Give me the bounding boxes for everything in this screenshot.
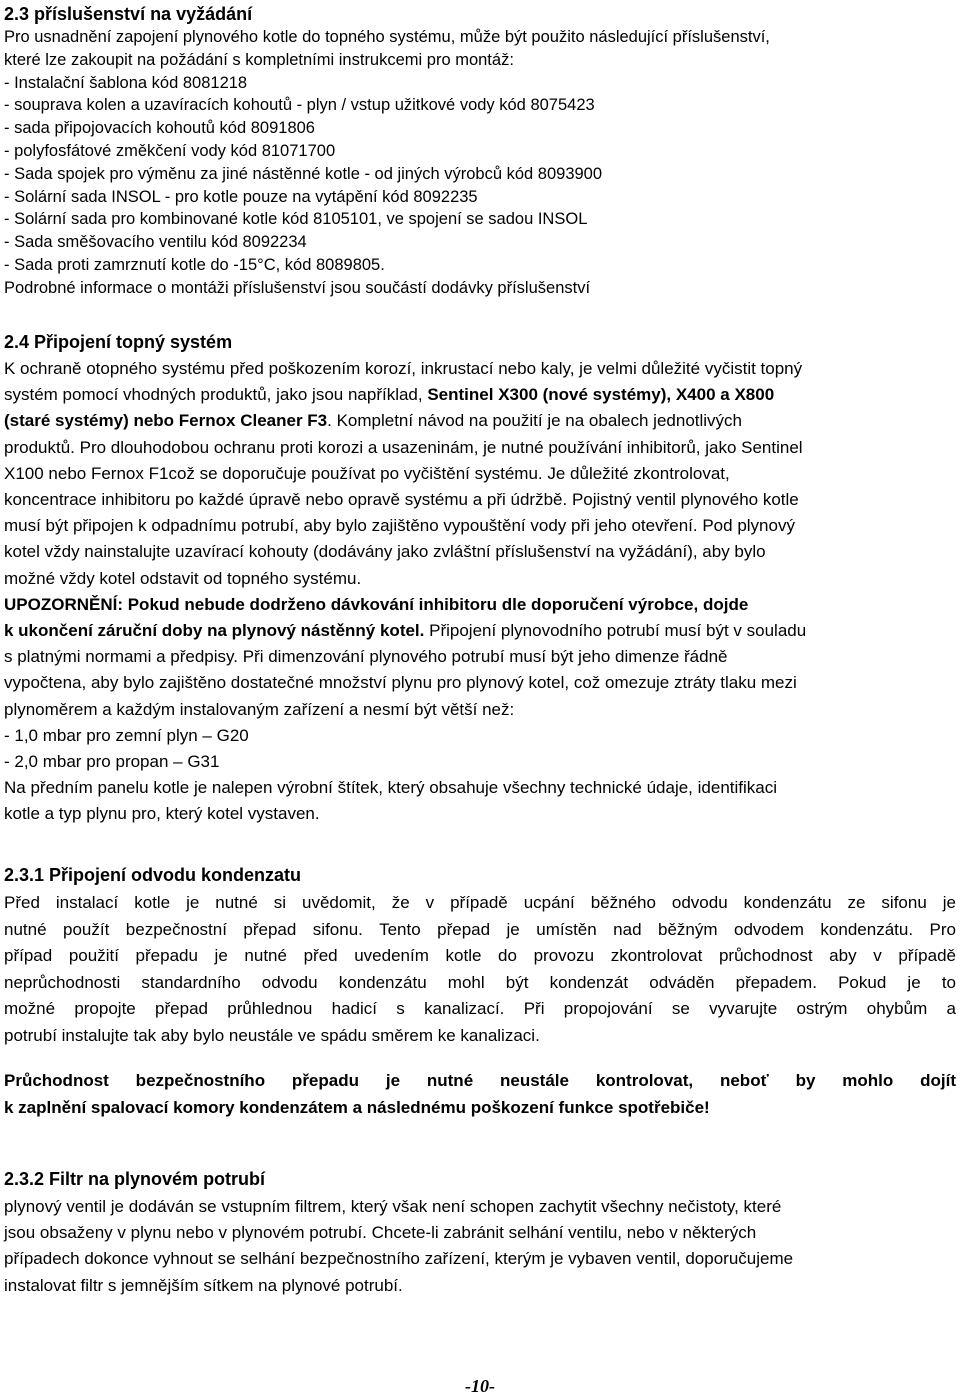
product-names: Sentinel X300 (nové systémy), X400 a X800 bbox=[427, 385, 775, 405]
text-line: s platnými normami a předpisy. Při dimenzování plynového potrubí musí být jeho dimenze řádně bbox=[4, 647, 728, 667]
text-line: Podrobné informace o montáži příslušenství jsou součástí dodávky příslušenství bbox=[4, 278, 591, 297]
text-line: jsou obsaženy v plynu nebo v plynovém potrubí. Chcete-li zabránit selhání ventilu, nebo v některých bbox=[4, 1223, 757, 1243]
list-item: - sada připojovacích kohoutů kód 8091806 bbox=[4, 119, 315, 138]
text-line: kotle a typ plynu pro, který kotel vystaven. bbox=[4, 804, 320, 824]
warning-text: k ukončení záruční doby na plynový nástěnný kotel. bbox=[4, 621, 425, 641]
list-item: - Solární sada pro kombinované kotle kód 8105101, ve spojení se sadou INSOL bbox=[4, 210, 588, 229]
text-span: systém pomocí vhodných produktů, jako jsou například, bbox=[4, 385, 428, 405]
text-line: koncentrace inhibitoru po každé úpravě nebo opravě systému a při údržbě. Pojistný ventil plynového kotle bbox=[4, 490, 799, 510]
list-item: - souprava kolen a uzavíracích kohoutů - plyn / vstup užitkové vody kód 8075423 bbox=[4, 96, 595, 115]
text-span: Připojení plynovodního potrubí musí být v souladu bbox=[424, 621, 807, 641]
list-item: - polyfosfátové změkčení vody kód 81071700 bbox=[4, 141, 336, 160]
text-line: neprůchodnosti standardního odvodu kondenzátu mohl být kondenzát odváděn přepadem. Pokud je to bbox=[4, 972, 956, 992]
section-heading: 2.3.2 Filtr na plynovém potrubí bbox=[4, 1169, 266, 1189]
warning-text: k zaplnění spalovací komory kondenzátem a následnému poškození funkce spotřebiče! bbox=[4, 1097, 710, 1117]
text-line: potrubí instalujte tak aby bylo neustále ve spádu směrem ke kanalizaci. bbox=[4, 1025, 540, 1045]
list-item: - Solární sada INSOL - pro kotle pouze na vytápění kód 8092235 bbox=[4, 187, 478, 206]
warning-text: UPOZORNĚNÍ: Pokud nebude dodrženo dávkování inhibitoru dle doporučení výrobce, dojde bbox=[4, 594, 749, 614]
text-line bbox=[4, 382, 956, 408]
text-line: Na předním panelu kotle je nalepen výrobní štítek, který obsahuje všechny technické údaje, identifikaci bbox=[4, 778, 778, 798]
text-line: musí být připojen k odpadnímu potrubí, aby bylo zajištěno vypouštění vody při jeho otevření. Pod plynový bbox=[4, 516, 795, 536]
section-gas-filter bbox=[4, 1168, 956, 1299]
text-line: Před instalací kotle je nutné si uvědomit, že v případě ucpání běžného odvodu kondenzátu ze sifonu je bbox=[4, 893, 956, 912]
text-line: K ochraně otopného systému před poškozením korozí, inkrustací nebo kaly, je velmi důležité vyčistit topný bbox=[4, 359, 803, 378]
text-line: kotel vždy nainstalujte uzavírací kohouty (dodávány jako zvláštní příslušenství na vyžádání), aby bylo bbox=[4, 542, 766, 562]
list-item: - Sada spojek pro výměnu za jiné nástěnné kotle - od jiných výrobců kód 8093900 bbox=[4, 164, 603, 183]
text-line: případ použití přepadu je nutné před uvedením kotle do provozu zkontrolovat průchodnost aby v případě bbox=[4, 946, 956, 965]
text-line: možné vždy kotel odstavit od topného systému. bbox=[4, 568, 362, 588]
text-line: nutné použít bezpečnostní přepad sifonu. Tento přepad je umístěn nad běžným odvodem kondenzátu. Pro bbox=[4, 919, 956, 939]
section-heating-connection bbox=[4, 330, 956, 828]
list-item: - Instalační šablona kód 8081218 bbox=[4, 73, 248, 92]
text-line: případech dokonce vyhnout se selhání bezpečnostního zařízení, kterým je vybaven ventil, doporučujeme bbox=[4, 1249, 794, 1269]
text-line: možné propojte přepad průhlednou hadicí s kanalizací. Při propojování se vyvarujte ostrým ohybům a bbox=[4, 999, 956, 1018]
text-line: produktů. Pro dlouhodobou ochranu proti korozi a usazeninám, je nutné používání inhibitorů, jako Sentinel bbox=[4, 437, 803, 457]
list-item: - Sada směšovacího ventilu kód 8092234 bbox=[4, 233, 307, 252]
text-line: které lze zakoupit na požádání s kompletními instrukcemi pro montáž: bbox=[4, 50, 514, 69]
text-line: Pro usnadnění zapojení plynového kotle do topného systému, může být použito následující příslušenství, bbox=[4, 28, 770, 46]
text-line: plynoměrem a každým instalovaným zařízení a nesmí být větší než: bbox=[4, 699, 515, 719]
page-number: -10- bbox=[465, 1376, 495, 1396]
text-span: . Kompletní návod na použití je na obalech jednotlivých bbox=[327, 411, 743, 431]
text-line bbox=[4, 408, 956, 434]
product-names: (staré systémy) nebo Fernox Cleaner F3 bbox=[4, 411, 328, 431]
section-heading: 2.4 Připojení topný systém bbox=[4, 332, 233, 352]
section-heading: 2.3 příslušenství na vyžádání bbox=[4, 4, 253, 24]
section-condensate bbox=[4, 864, 956, 1049]
section-accessories bbox=[4, 4, 956, 300]
text-line: instalovat filtr s jemnějším sítkem na plynové potrubí. bbox=[4, 1275, 403, 1295]
list-item: - 2,0 mbar pro propan – G31 bbox=[4, 752, 220, 772]
warning-text: Průchodnost bezpečnostního přepadu je nutné neustále kontrolovat, neboť by mohlo dojít bbox=[4, 1071, 956, 1090]
list-item: - Sada proti zamrznutí kotle do -15°C, kód 8089805. bbox=[4, 255, 385, 274]
text-line: plynový ventil je dodáván se vstupním filtrem, který však není schopen zachytit všechny nečistoty, které bbox=[4, 1197, 782, 1216]
text-line: X100 nebo Fernox F1což se doporučuje používat po vyčištění systému. Je důležité zkontrolovat, bbox=[4, 463, 730, 483]
text-line: vypočtena, aby bylo zajištěno dostatečné množství plynu pro plynový kotel, což omezuje ztráty tlaku mezi bbox=[4, 673, 797, 693]
list-item: - 1,0 mbar pro zemní plyn – G20 bbox=[4, 725, 249, 745]
section-heading: 2.3.1 Připojení odvodu kondenzatu bbox=[4, 865, 302, 885]
text-line bbox=[4, 618, 956, 644]
condensate-warning bbox=[4, 1068, 956, 1121]
